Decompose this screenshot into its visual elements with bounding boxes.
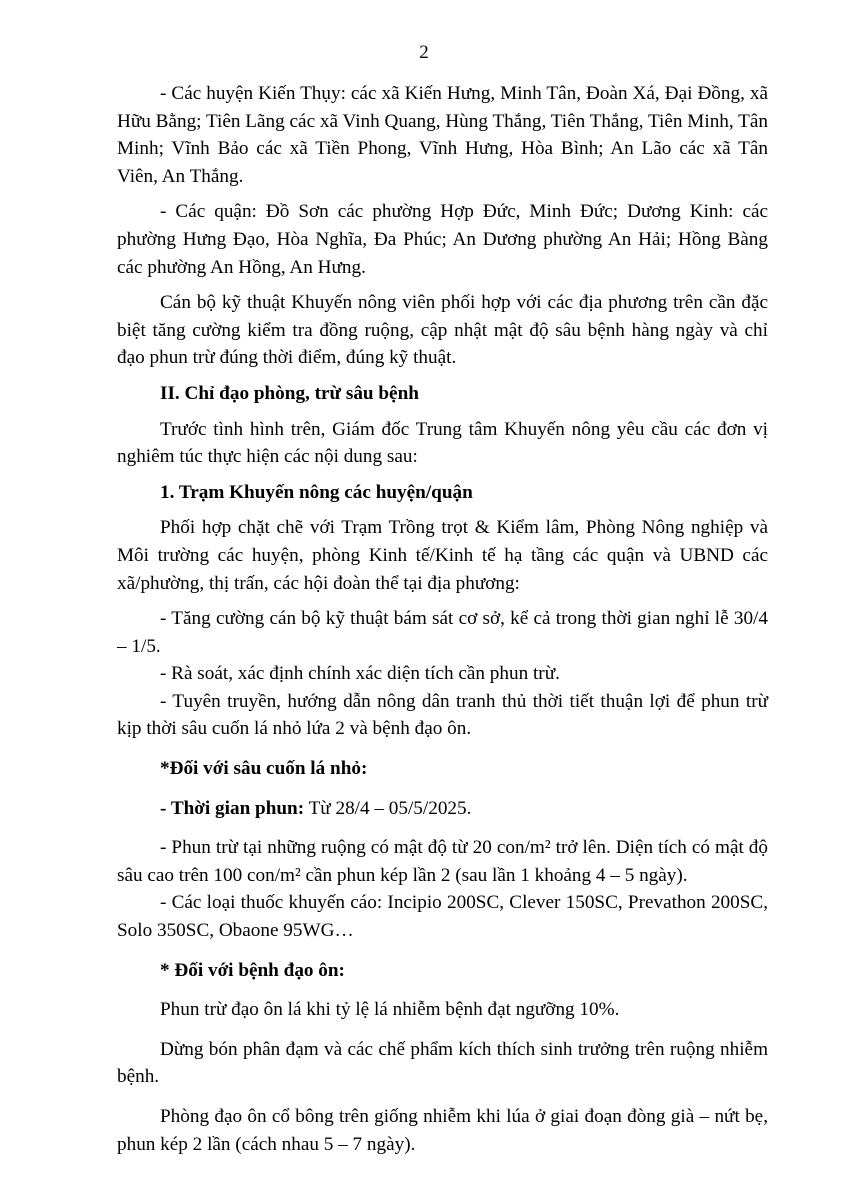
paragraph-leaf-blast-threshold: Phun trừ đạo ôn lá khi tỷ lệ lá nhiễm bệnh đạt ngưỡng 10%. <box>160 999 620 1021</box>
document-body <box>117 80 768 1158</box>
paragraph-extension-staff: Cán bộ kỹ thuật Khuyến nông viên phối hợp với các địa phương trên cần đặc biệt tăng cường kiểm tra đồng ruộng, cập nhật mật độ sâu bệnh hàng ngày và chỉ đạo phun trừ đúng thời điểm, đúng kỹ thuật. <box>117 292 768 369</box>
bullet-staff-reinforcement: - Tăng cường cán bộ kỹ thuật bám sát cơ sở, kể cả trong thời gian nghỉ lễ 30/4 – 1/5. <box>117 608 768 657</box>
spray-time-label: - Thời gian phun: <box>160 797 305 819</box>
heading-leaf-folder: *Đối với sâu cuốn lá nhỏ: <box>160 758 368 780</box>
paragraph-urban-districts: - Các quận: Đồ Sơn các phường Hợp Đức, Minh Đức; Dương Kinh: các phường Hưng Đạo, Hòa Nghĩa, Đa Phúc; An Dương phường An Hải; Hồng Bàng các phường An Hồng, An Hưng. <box>117 201 768 278</box>
paragraph-coordination: Phối hợp chặt chẽ với Trạm Trồng trọt & Kiểm lâm, Phòng Nông nghiệp và Môi trường các huyện, phòng Kinh tế/Kinh tế hạ tầng các quận và UBND các xã/phường, thị trấn, các hội đoàn thể tại địa phương: <box>117 517 768 594</box>
spray-time-value: Từ 28/4 – 05/5/2025. <box>304 797 472 819</box>
page-number: 2 <box>419 42 429 63</box>
paragraph-spray-time <box>117 795 768 823</box>
subsection-heading-stations: 1. Trạm Khuyến nông các huyện/quận <box>160 481 473 503</box>
section-heading-pest-control: II. Chỉ đạo phòng, trừ sâu bệnh <box>160 382 419 404</box>
bullet-recommended-pesticides: - Các loại thuốc khuyến cáo: Incipio 200SC, Clever 150SC, Prevathon 200SC, Solo 350SC, Obaone 95WG… <box>117 892 768 942</box>
heading-blast-disease: * Đối với bệnh đạo ôn: <box>160 959 345 981</box>
paragraph-stop-fertilizer: Dừng bón phân đạm và các chế phẩm kích thích sinh trưởng trên ruộng nhiễm bệnh. <box>117 1038 768 1088</box>
paragraph-director-request: Trước tình hình trên, Giám đốc Trung tâm Khuyến nông yêu cầu các đơn vị nghiêm túc thực hiện các nội dung sau: <box>117 418 768 468</box>
paragraph-kien-thuy-districts: - Các huyện Kiến Thụy: các xã Kiến Hưng, Minh Tân, Đoàn Xá, Đại Đồng, xã Hữu Bằng; Tiên Lãng các xã Vinh Quang, Hùng Thắng, Tiên Thắng, Tiên Minh, Tân Minh; Vĩnh Bảo các xã Tiền Phong, Vĩnh Hưng, Hòa Bình; An Lão các xã Tân Viên, An Thắng. <box>117 83 768 187</box>
bullet-spray-density: - Phun trừ tại những ruộng có mật độ từ 20 con/m² trở lên. Diện tích có mật độ sâu cao trên 100 con/m² cần phun kép lần 2 (sau lần 1 khoảng 4 – 5 ngày). <box>117 837 768 886</box>
bullet-farmer-guidance: - Tuyên truyền, hướng dẫn nông dân tranh thủ thời tiết thuận lợi để phun trừ kịp thời sâu cuốn lá nhỏ lứa 2 và bệnh đạo ôn. <box>117 690 768 740</box>
bullet-area-review: - Rà soát, xác định chính xác diện tích cần phun trừ. <box>160 663 560 685</box>
paragraph-neck-blast-prevention: Phòng đạo ôn cổ bông trên giống nhiễm khi lúa ở giai đoạn đòng già – nứt bẹ, phun kép 2 lần (cách nhau 5 – 7 ngày). <box>117 1106 768 1155</box>
